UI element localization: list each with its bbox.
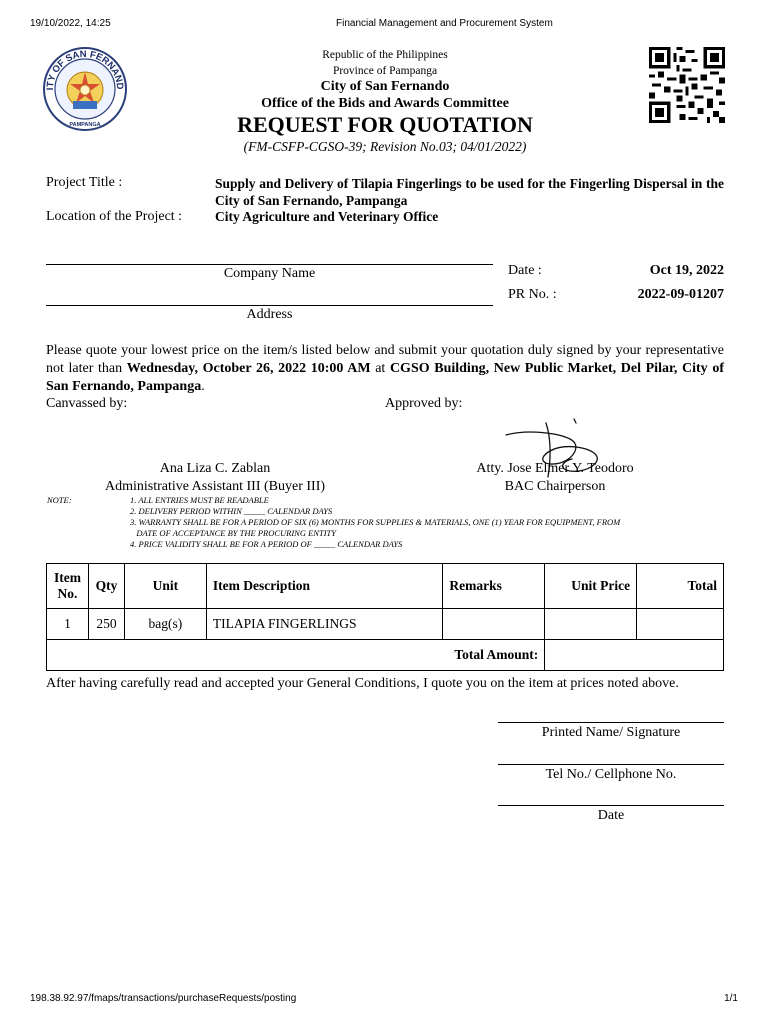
canvassed-by-label: Canvassed by: bbox=[46, 396, 128, 411]
note-item: 4. PRICE VALIDITY SHALL BE FOR A PERIOD OF _____ CALENDAR DAYS bbox=[130, 539, 403, 549]
approver-title: BAC Chairperson bbox=[504, 479, 606, 494]
company-name-label: Company Name bbox=[223, 266, 316, 281]
row-unit-price bbox=[545, 609, 637, 640]
date-line bbox=[498, 805, 724, 806]
row-description: TILAPIA FINGERLINGS bbox=[206, 609, 443, 640]
approver-name: Atty. Jose Elmer Y. Teodoro bbox=[476, 461, 634, 476]
company-name-line bbox=[46, 264, 493, 265]
seal-subtext: PAMPANGA bbox=[69, 122, 101, 128]
row-remarks bbox=[443, 609, 545, 640]
page-url: 198.38.92.97/fmaps/transactions/purchaseRequests/posting bbox=[30, 993, 297, 1004]
canvasser-name: Ana Liza C. Zablan bbox=[159, 461, 271, 476]
total-amount-label: Total Amount: bbox=[47, 640, 545, 671]
instructions-part3: . bbox=[201, 379, 205, 394]
note-item: DATE OF ACCEPTANCE BY THE PROCURING ENTITY bbox=[130, 528, 336, 538]
header-unit-price: Unit Price bbox=[545, 564, 637, 609]
header-total: Total bbox=[637, 564, 724, 609]
form-code: (FM-CSFP-CGSO-39; Revision No.03; 04/01/2022) bbox=[243, 139, 527, 154]
row-unit: bag(s) bbox=[124, 609, 206, 640]
printed-name-label: Printed Name/ Signature bbox=[541, 725, 681, 740]
tel-line bbox=[498, 764, 724, 765]
qr-code-icon bbox=[649, 47, 725, 123]
date-signature-label: Date bbox=[597, 808, 625, 823]
total-amount-row bbox=[47, 640, 724, 671]
instructions-paragraph bbox=[46, 342, 724, 396]
header-remarks: Remarks bbox=[443, 564, 545, 609]
date-label: Date : bbox=[508, 263, 542, 278]
submission-venue: CGSO Building, New Public Market, Del Pilar, City of San Fernando, Pampanga bbox=[46, 361, 724, 394]
instructions-part1: Please quote your lowest price on the item/s listed below and submit your quotation duly signed by your representative not later than bbox=[46, 343, 724, 376]
table-row bbox=[47, 609, 724, 640]
project-title-value: Supply and Delivery of Tilapia Fingerlings to be used for the Fingerling Dispersal in the City of San Fernando, Pampanga bbox=[215, 176, 724, 208]
acceptance-statement: After having carefully read and accepted your General Conditions, I quote you on the item at prices noted above. bbox=[46, 676, 679, 691]
note-item: 1. ALL ENTRIES MUST BE READABLE bbox=[130, 495, 269, 505]
system-name: Financial Management and Procurement System bbox=[336, 18, 553, 29]
letterhead-office: Office of the Bids and Awards Committee bbox=[261, 96, 509, 111]
pr-number-value: 2022-09-01207 bbox=[637, 287, 724, 302]
document-title: REQUEST FOR QUOTATION bbox=[237, 112, 533, 137]
items-table bbox=[46, 563, 724, 671]
instructions-part2: at bbox=[370, 361, 390, 376]
project-title-label: Project Title : bbox=[46, 175, 123, 190]
row-qty: 250 bbox=[88, 609, 124, 640]
note-item: 2. DELIVERY PERIOD WITHIN _____ CALENDAR DAYS bbox=[130, 506, 333, 516]
note-item: 3. WARRANTY SHALL BE FOR A PERIOD OF SIX (6) MONTHS FOR SUPPLIES & MATERIALS, ONE (1) YEAR FOR EQUIPMENT, FROM bbox=[130, 517, 621, 527]
project-location-value: City Agriculture and Veterinary Office bbox=[215, 209, 439, 224]
header-qty: Qty bbox=[88, 564, 124, 609]
print-datetime: 19/10/2022, 14:25 bbox=[30, 18, 111, 29]
letterhead-province: Province of Pampanga bbox=[332, 65, 438, 77]
seal-text: ITY OF SAN FERNAND bbox=[44, 48, 126, 91]
tel-label: Tel No./ Cellphone No. bbox=[545, 767, 677, 782]
page-number: 1/1 bbox=[724, 993, 738, 1004]
address-label: Address bbox=[246, 307, 293, 322]
letterhead-republic: Republic of the Philippines bbox=[322, 49, 448, 61]
pr-number-label: PR No. : bbox=[508, 287, 557, 302]
letterhead-city: City of San Fernando bbox=[320, 79, 450, 94]
note-label: NOTE: bbox=[47, 495, 72, 505]
city-seal-icon bbox=[40, 46, 130, 132]
header-unit: Unit bbox=[124, 564, 206, 609]
project-location-label: Location of the Project : bbox=[46, 209, 183, 224]
total-amount-value bbox=[545, 640, 724, 671]
address-line bbox=[46, 305, 493, 306]
row-total bbox=[637, 609, 724, 640]
canvasser-title: Administrative Assistant III (Buyer III) bbox=[104, 479, 326, 494]
printed-name-line bbox=[498, 722, 724, 723]
header-item-no: Item No. bbox=[47, 564, 89, 609]
approved-by-label: Approved by: bbox=[385, 396, 463, 411]
row-item-no: 1 bbox=[47, 609, 89, 640]
submission-deadline: Wednesday, October 26, 2022 10:00 AM bbox=[126, 361, 371, 376]
date-value: Oct 19, 2022 bbox=[649, 263, 724, 278]
table-header-row bbox=[47, 564, 724, 609]
header-description: Item Description bbox=[206, 564, 443, 609]
